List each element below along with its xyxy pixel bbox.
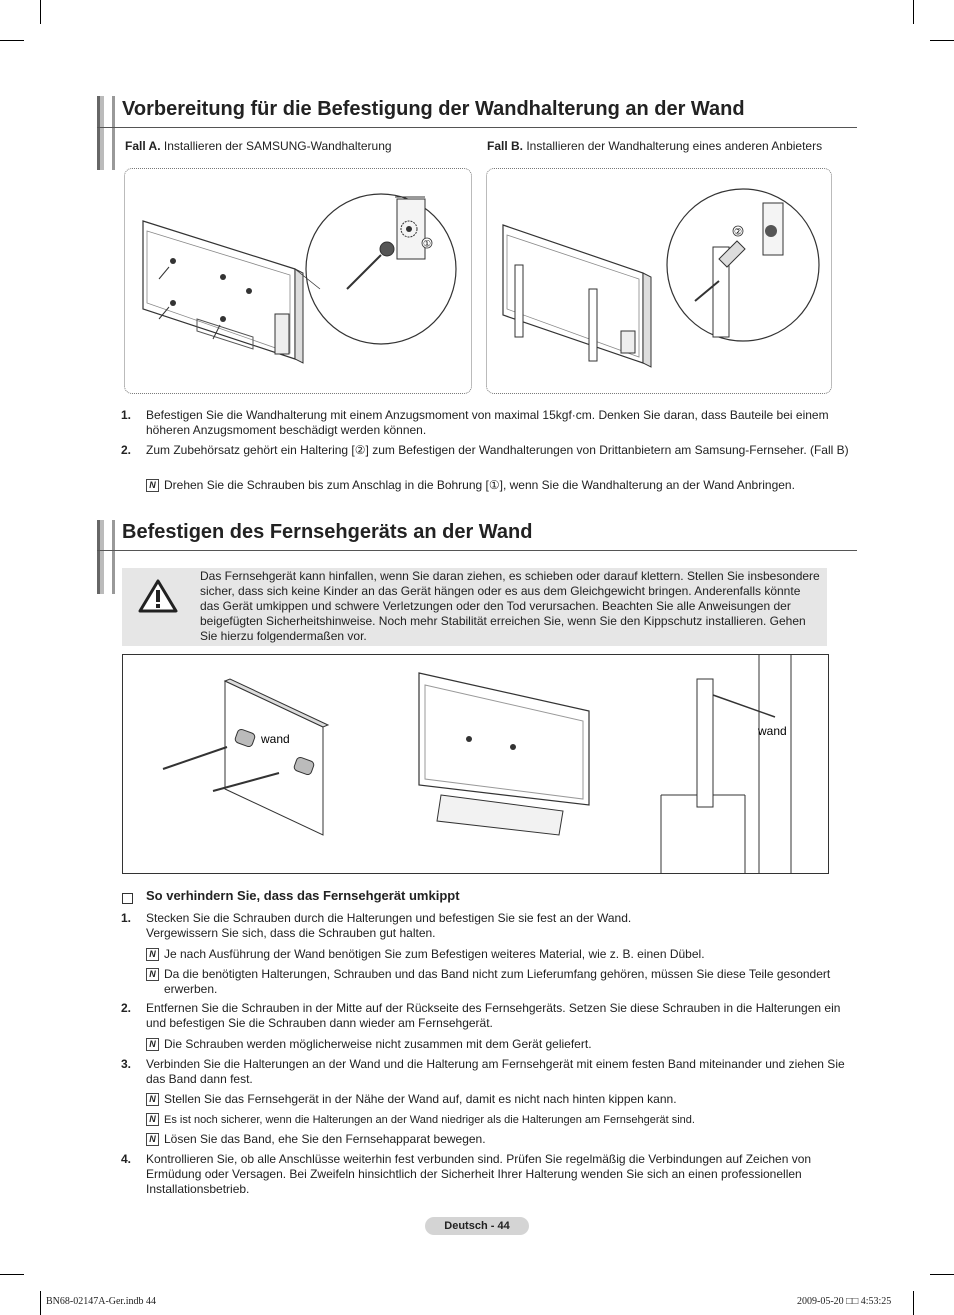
note-text: Stellen Sie das Fernsehgerät in der Nähe der Wand auf, damit es nicht nach hinten kippen kann. — [164, 1092, 677, 1106]
case-a-caption — [125, 139, 392, 154]
marker-1-label: ① — [422, 239, 432, 250]
date-info: 2009-05-20 □□ 4:53:25 — [797, 1296, 892, 1307]
note-text: Drehen Sie die Schrauben bis zum Anschlag in die Bohrung [①], wenn Sie die Wandhalterung an der Wand Anbringen. — [164, 478, 795, 492]
warning-text: Das Fernsehgerät kann hinfallen, wenn Sie daran ziehen, es schieben oder darauf klettern. Stellen Sie insbesondere sicher, dass sich keine Kinder an das Gerät hängen oder es aus dem Gleichgewicht bringen. Anderenfalls könnte das Gerät umkippen und schwere Verletzungen oder den Tod verursachen. Beachten Sie alle Anweisungen der beigefügten Sicherheitshinweise. Noch mehr Stabilität erreichen Sie, wenn Sie den Kippschutz installieren. Gehen Sie hierzu folgendermaßen vor. — [200, 569, 820, 643]
section-rule — [97, 127, 857, 128]
marker-2-label: ② — [733, 227, 743, 238]
tv-back-illustration-a — [125, 169, 471, 393]
note-text: Lösen Sie das Band, ehe Sie den Fernsehapparat bewegen. — [164, 1132, 486, 1146]
note-text: Es ist noch sicherer, wenn die Halterungen an der Wand niedriger als die Halterungen am Fernsehgerät sind. — [164, 1114, 695, 1126]
checkbox-icon — [122, 893, 133, 904]
case-b-text: Installieren der Wandhalterung eines anderen Anbieters — [523, 139, 823, 153]
warning-triangle-icon — [138, 578, 178, 614]
note-icon: N — [146, 948, 159, 961]
file-info: BN68-02147A-Ger.indb 44 — [46, 1296, 156, 1307]
warning-box — [122, 568, 827, 646]
crop-mark — [40, 0, 41, 24]
wall-label: wand — [261, 732, 290, 746]
section-rule — [97, 550, 857, 551]
crop-mark — [0, 40, 24, 41]
step-number: 4. — [121, 1152, 132, 1166]
note-icon: N — [146, 968, 159, 981]
anti-tip-illustration — [123, 655, 828, 873]
note-icon: N — [146, 1133, 159, 1146]
subheading: So verhindern Sie, dass das Fernsehgerät umkippt — [146, 888, 460, 903]
note-text: Je nach Ausführung der Wand benötigen Sie zum Befestigen weiteres Material, wie z. B. einen Dübel. — [164, 947, 705, 961]
note-icon: N — [146, 1038, 159, 1051]
crop-mark — [930, 40, 954, 41]
step-text: Verbinden Sie die Halterungen an der Wand und die Halterung am Fernsehgerät mit einem festen Band miteinander und ziehen Sie das Band dann fest. — [146, 1057, 845, 1086]
section-marker — [97, 520, 115, 594]
step-number: 2. — [121, 1001, 132, 1015]
case-b-caption — [487, 139, 822, 154]
step-text: Entfernen Sie die Schrauben in der Mitte auf der Rückseite des Fernsehgeräts. Setzen Sie diese Schrauben in die Halterungen ein und befestigen Sie die Schrauben dann wieder am Fernsehgerät. — [146, 1001, 841, 1030]
step-number: 3. — [121, 1057, 132, 1071]
crop-mark — [913, 1291, 914, 1315]
note-icon: N — [146, 1093, 159, 1106]
figure-case-b — [486, 168, 832, 394]
crop-mark — [0, 1274, 24, 1275]
step-text: Kontrollieren Sie, ob alle Anschlüsse weiterhin fest verbunden sind. Prüfen Sie regelmäßig die Verbindungen auf Zeichen von Ermüdung oder Versagen. Bei Zweifeln hinsichtlich der Sicherheit Ihrer Halterung wenden Sie sich an einen professionellen Installationsbetrieb. — [146, 1152, 812, 1196]
section-title: Vorbereitung für die Befestigung der Wandhalterung an der Wand — [122, 98, 745, 120]
section-marker — [97, 96, 115, 170]
crop-mark — [40, 1291, 41, 1315]
crop-mark — [930, 1274, 954, 1275]
step-number: 1. — [121, 911, 132, 925]
note-icon: N — [146, 479, 159, 492]
step-text: Befestigen Sie die Wandhalterung mit einem Anzugsmoment von maximal 15kgf·cm. Denken Sie daran, dass Bauteile bei einem höheren Anzugsmoment beschädigt werden können. — [146, 408, 829, 437]
step-number: 1. — [121, 408, 132, 422]
note-icon: N — [146, 1113, 159, 1126]
figure-anti-tip — [122, 654, 829, 874]
step-number: 2. — [121, 443, 132, 457]
tv-back-illustration-b — [487, 169, 831, 393]
case-a-text: Installieren der SAMSUNG-Wandhalterung — [160, 139, 392, 153]
case-a-label: Fall A. — [125, 139, 161, 153]
section-title: Befestigen des Fernsehgeräts an der Wand — [122, 521, 533, 543]
wall-label: wand — [758, 724, 787, 738]
step-text: Stecken Sie die Schrauben durch die Halterungen und befestigen Sie sie fest an der Wand. Vergewissern Sie sich, dass die Schrauben gut halten. — [146, 911, 632, 940]
note-text: Die Schrauben werden möglicherweise nicht zusammen mit dem Gerät geliefert. — [164, 1037, 592, 1051]
step-text: Zum Zubehörsatz gehört ein Haltering [②] zum Befestigen der Wandhalterungen von Drittanbietern am Samsung-Fernseher. (Fall B) — [146, 443, 849, 457]
page-number: Deutsch - 44 — [425, 1217, 529, 1235]
figure-case-a — [124, 168, 472, 394]
note-text: Da die benötigten Halterungen, Schrauben und das Band nicht zum Lieferumfang gehören, müssen Sie diese Teile gesondert erwerben. — [164, 967, 831, 996]
crop-mark — [913, 0, 914, 24]
case-b-label: Fall B. — [487, 139, 524, 153]
